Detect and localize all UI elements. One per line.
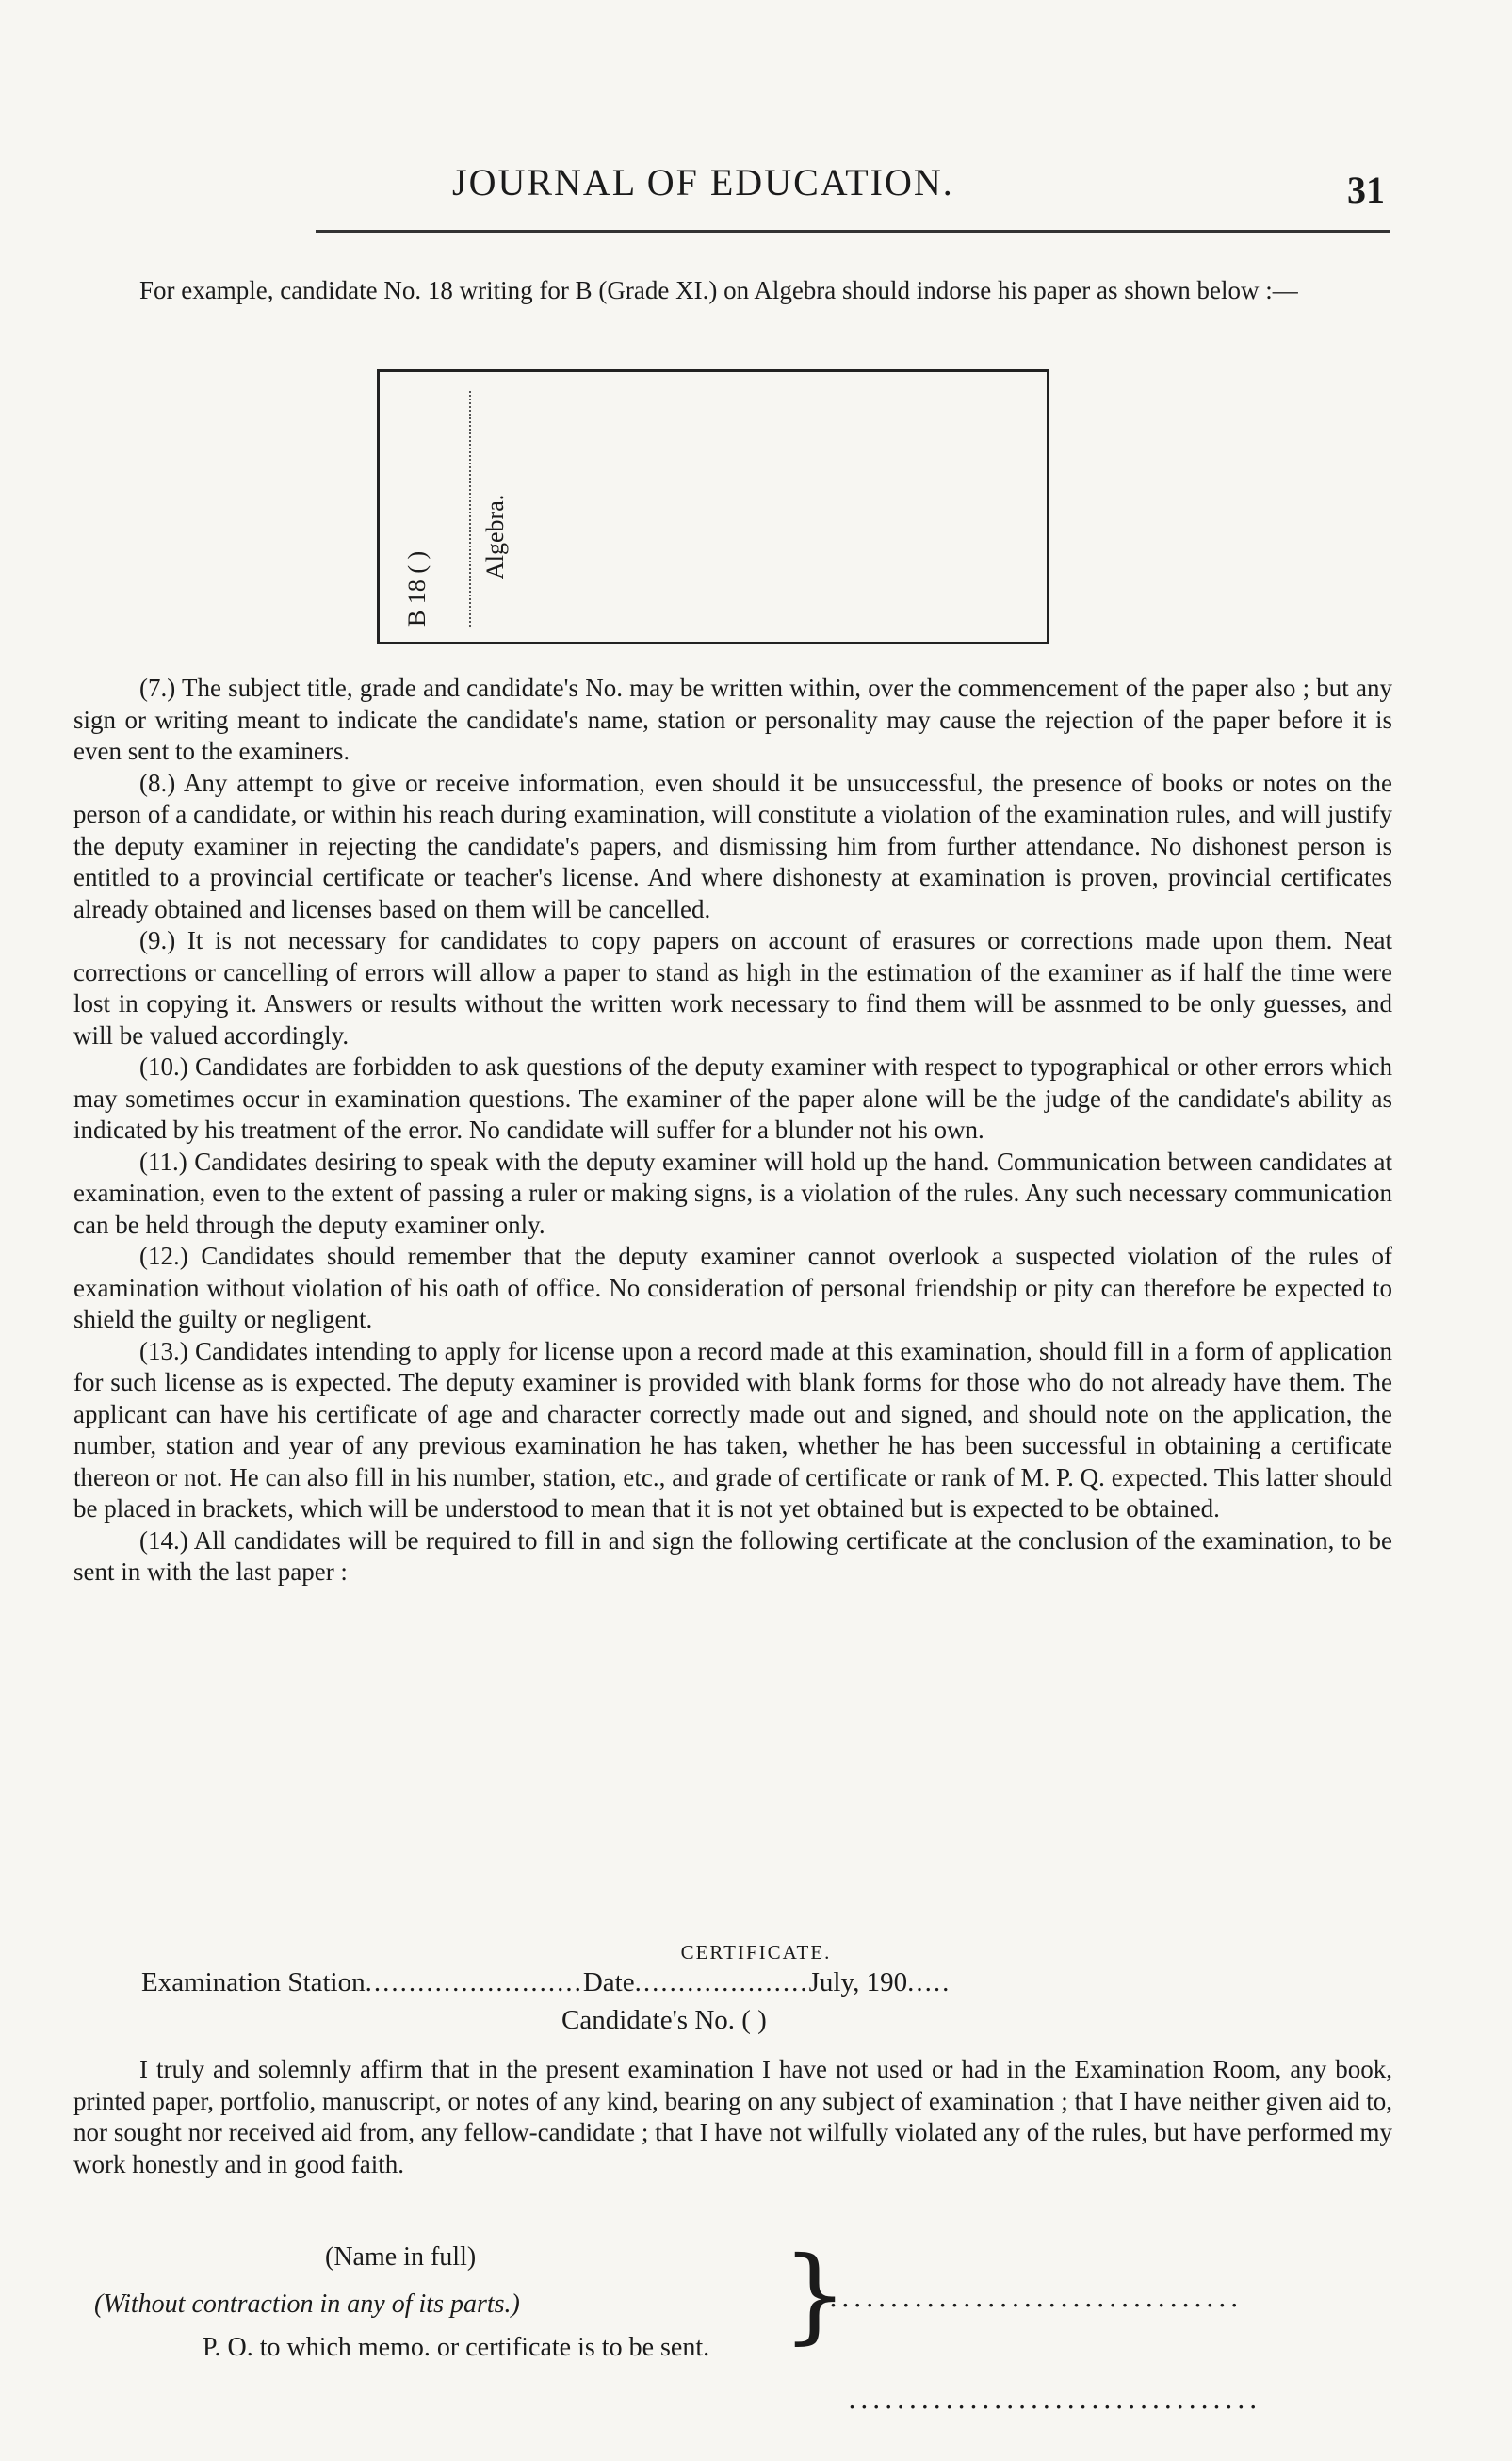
sample-endorsement-box <box>377 369 1049 644</box>
certificate-station-line <box>141 1967 1366 1998</box>
signature-dots: .................................. <box>829 2282 1243 2313</box>
year-dots: ..... <box>907 1967 951 1997</box>
certificate-heading: CERTIFICATE. <box>680 1941 832 1964</box>
sample-subject-label: Algebra. <box>481 494 509 579</box>
journal-title: JOURNAL OF EDUCATION. <box>452 161 954 204</box>
rule-7: (7.) The subject title, grade and candidate's No. may be written within, over the commencement of the paper also ; but any sign or writing meant to indicate the candidate's name, station or personality may cause the rejection of the paper before it is even sent to the examiners. <box>73 674 1392 765</box>
rule-12: (12.) Candidates should remember that the deputy examiner cannot overlook a suspected violation of the rules of examination without violation of his oath of office. No consideration of personal friendship or pity can therefore be expected to shield the guilty or negligent. <box>73 1242 1392 1333</box>
signature-block <box>0 2234 1512 2459</box>
date-dots: .................... <box>634 1967 809 1997</box>
po-label: P. O. to which memo. or certificate is to be sent. <box>203 2333 710 2362</box>
rule-14: (14.) All candidates will be required to fill in and sign the following certificate at the conclusion of the examination, to be sent in with the last paper : <box>73 1525 1392 1586</box>
page-number: 31 <box>1347 169 1385 211</box>
rule-8: (8.) Any attempt to give or receive information, even should it be unsuccessful, the presence of books or notes on the person of a candidate, or within his reach during examination, will constitute a violation of the examination rules, and will justify the deputy examiner in rejecting the candidate's papers, and dismissing him from further attendance. No dishonest person is entitled to a provincial certificate or teacher's license. And where dishonesty at examination is proven, provincial certificates already obtained and licenses based on them will be cancelled. <box>73 768 1392 923</box>
affirmation-paragraph <box>73 2054 1392 2180</box>
year-label: July, 190 <box>808 1967 908 1997</box>
rule-10: (10.) Candidates are forbidden to ask questions of the deputy examiner with respect to typographical or other errors which may sometimes occur in examination questions. The examiner of the paper alone will be the judge of the candidate's ability as indicated by his treatment of the error. No candidate will suffer for a blunder not his own. <box>73 1052 1392 1144</box>
intro-paragraph <box>73 275 1392 307</box>
rule-13: (13.) Candidates intending to apply for license upon a record made at this examination, should fill in a form of application for such license as is expected. The deputy examiner is provided with blank forms for those who do not already have them. The applicant can have his certificate of age and character correctly made out and signed, and should note on the application, the number, station and year of any previous examination he has taken, whether he has been successful in obtaining a certificate thereon or not. He can also fill in his number, station, etc., and grade of certificate or rank of M. P. Q. expected. This latter should be placed in brackets, which will be understood to mean that it is not yet obtained but is expected to be obtained. <box>73 1336 1392 1523</box>
sample-grade-label: B 18 ( ) <box>403 550 431 627</box>
station-label: Examination Station <box>141 1967 366 1997</box>
candidate-number-line: Candidate's No. ( ) <box>561 2005 767 2035</box>
affirmation-text: I truly and solemnly affirm that in the present examination I have not used or had in the Examination Room, any book, printed paper, portfolio, manuscript, or notes of any kind, bearing on any subject of examination ; that I have neither given aid to, nor sought nor received aid from, any fellow-candidate ; that I have not wilfully violated any of the rules, but have performed my work honestly and in good faith. <box>73 2055 1392 2178</box>
intro-text: For example, candidate No. 18 writing for B (Grade XI.) on Algebra should indorse his paper as shown below :— <box>139 276 1298 304</box>
rules-section <box>73 673 1392 1589</box>
sample-divider <box>469 391 472 627</box>
station-dots: ......................... <box>365 1967 583 1997</box>
date-label: Date <box>582 1967 635 1997</box>
rule-11: (11.) Candidates desiring to speak with the deputy examiner will hold up the hand. Communication between candidates at examination, even to the extent of passing a ruler or making signs, is a violation of the rules. Any such necessary communication can be held through the deputy examiner only. <box>73 1147 1392 1239</box>
po-dots: .................................. <box>848 2384 1261 2415</box>
header-rule <box>316 230 1390 233</box>
contraction-note: (Without contraction in any of its parts.) <box>94 2290 520 2319</box>
page-header <box>0 160 1512 217</box>
name-in-full-label: (Name in full) <box>325 2242 477 2272</box>
rule-9: (9.) It is not necessary for candidates to copy papers on account of erasures or corrections made upon them. Neat corrections or cancelling of errors will allow a paper to stand as high in the estimation of the examiner as if half the time were lost in copying it. Answers or results without the written work necessary to find them will be assnmed to be only guesses, and will be valued accordingly. <box>73 926 1392 1050</box>
brace-icon: } <box>782 2234 848 2355</box>
